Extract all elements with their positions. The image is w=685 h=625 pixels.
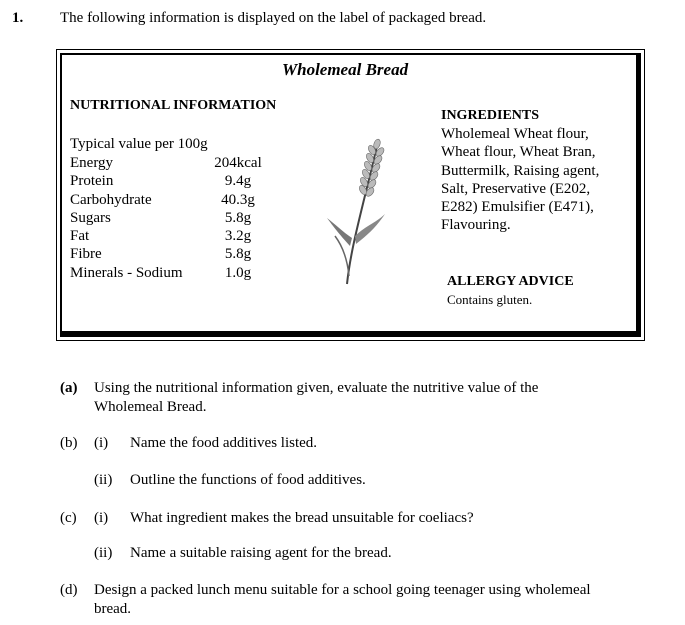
part-b-ii-label: (ii) [94, 472, 113, 488]
ingredients-line: E282) Emulsifier (E471), [441, 199, 594, 216]
part-b-i-text: Name the food additives listed. [130, 435, 318, 451]
ingredients-line: Buttermilk, Raising agent, [441, 162, 600, 179]
nutrient-value: 5.8g [224, 246, 252, 263]
nutrition-heading: NUTRITIONAL INFORMATION [70, 98, 277, 113]
nutrition-row [70, 209, 270, 227]
part-b-i-label: (i) [94, 435, 109, 451]
typical-value-text: Typical value per 100g [70, 136, 208, 152]
part-a-line: Using the nutritional information given, evaluate the nutritive value of the [94, 380, 539, 396]
nutrient-name: Fibre [70, 246, 102, 263]
part-c-i-label: (i) [94, 510, 109, 526]
ingredients-line: Wheat flour, Wheat Bran, [441, 144, 596, 161]
nutrition-row [70, 245, 270, 263]
ingredients-line: Salt, Preservative (E202, [441, 180, 591, 197]
nutrient-name: Protein [70, 173, 114, 190]
allergy-text: Contains gluten. [447, 292, 533, 307]
ingredients-heading: INGREDIENTS [441, 108, 540, 123]
nutrient-value: 5.8g [224, 209, 252, 226]
nutrient-value: 204kcal [214, 155, 262, 171]
wheat-icon [325, 126, 395, 286]
ingredients-line: Flavouring. [441, 217, 511, 234]
part-b-ii-text: Outline the functions of food additives. [130, 472, 366, 488]
ingredients-line: Wholemeal Wheat flour, [441, 126, 589, 142]
nutrient-name: Minerals - Sodium [70, 264, 183, 281]
part-a-line: Wholemeal Bread. [94, 399, 207, 415]
nutrient-name: Fat [70, 228, 90, 245]
nutrient-value: 3.2g [224, 228, 252, 245]
nutrient-name: Sugars [70, 209, 111, 226]
nutrition-table [70, 154, 270, 282]
nutrient-value: 1.0g [224, 264, 252, 281]
label-title: Wholemeal Bread [282, 60, 409, 79]
part-a-label: (a) [60, 380, 78, 396]
nutrient-name: Carbohydrate [70, 191, 152, 208]
nutrition-row [70, 264, 270, 282]
part-d-text [94, 581, 674, 619]
allergy-heading: ALLERGY ADVICE [447, 274, 574, 289]
part-b-label: (b) [60, 435, 78, 451]
nutrition-row [70, 172, 270, 190]
nutrient-name: Energy [70, 155, 114, 171]
question-intro: The following information is displayed on the label of packaged bread. [60, 10, 487, 26]
part-c-i-text: What ingredient makes the bread unsuitable for coeliacs? [130, 510, 474, 526]
ingredients-list [441, 125, 626, 235]
part-d-line: bread. [94, 601, 132, 617]
nutrition-row [70, 191, 270, 209]
nutrition-row [70, 227, 270, 245]
part-c-ii-text: Name a suitable raising agent for the bread. [130, 545, 392, 561]
question-number: 1. [12, 10, 24, 26]
part-d-line: Design a packed lunch menu suitable for a school going teenager using wholemeal [94, 582, 591, 598]
nutrient-value: 40.3g [221, 191, 255, 208]
part-d-label: (d) [60, 582, 78, 598]
nutrient-value: 9.4g [224, 173, 252, 190]
part-c-ii-label: (ii) [94, 545, 113, 561]
part-a-text [94, 379, 654, 417]
nutrition-row [70, 154, 270, 172]
part-c-label: (c) [60, 510, 77, 526]
